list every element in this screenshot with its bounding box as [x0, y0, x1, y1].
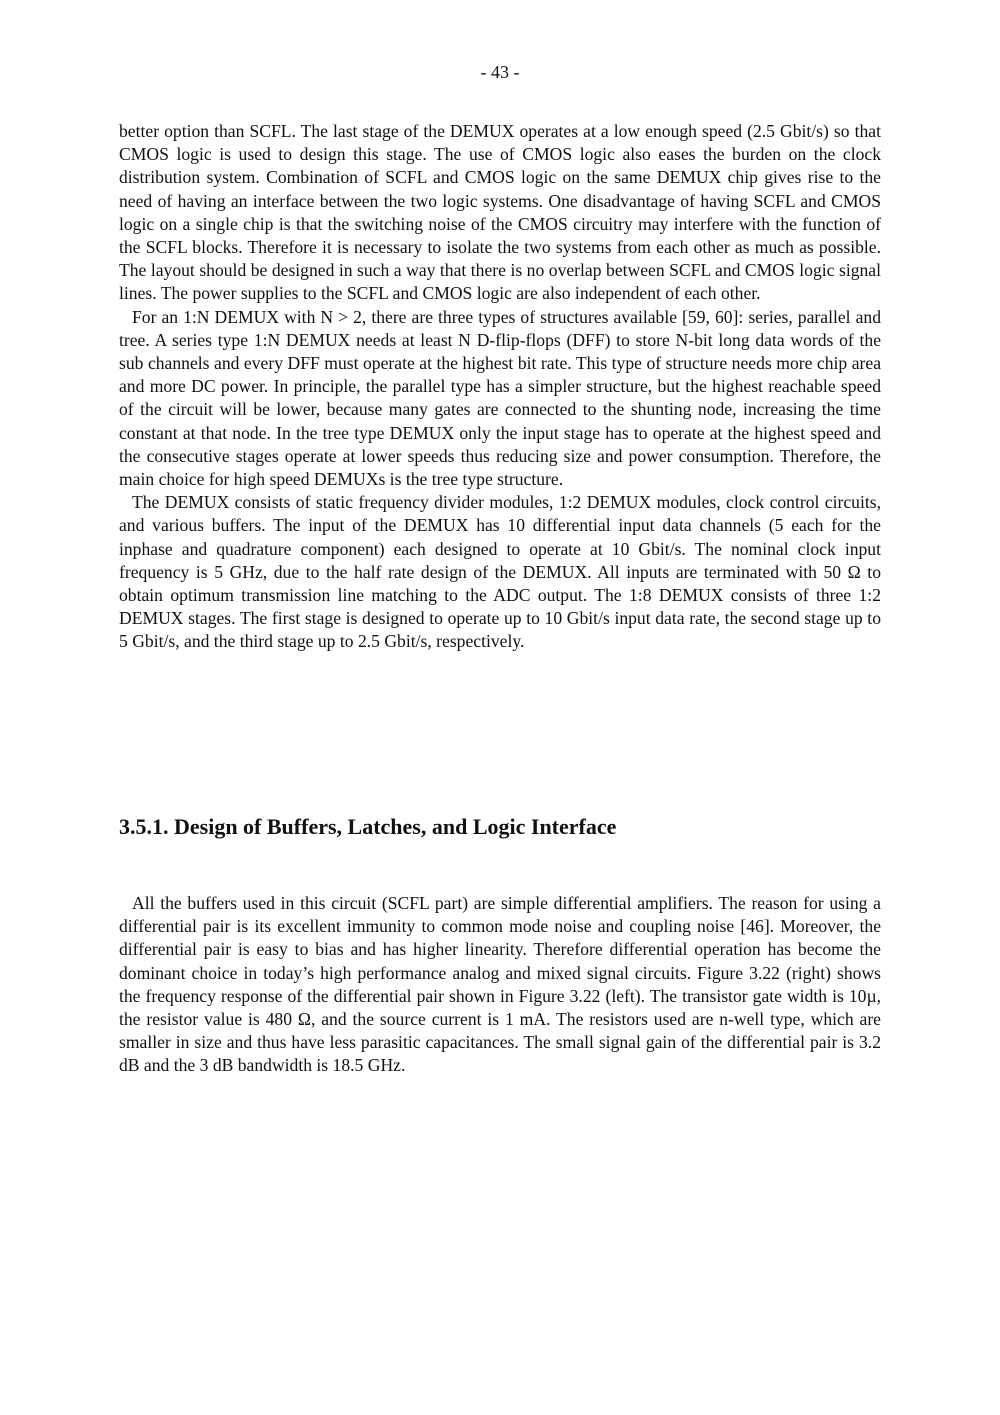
body-text-bottom	[119, 892, 881, 1078]
paragraph-continuation: better option than SCFL. The last stage of the DEMUX operates at a low enough speed (2.5 Gbit/s) so that CMOS logic is used to design this stage. The use of CMOS logic also eases the burden on the clock distribution system. Combination of SCFL and CMOS logic on the same DEMUX chip gives rise to the need of having an interface between the two logic systems. One disadvantage of having SCFL and CMOS logic on a single chip is that the switching noise of the CMOS circuitry may interfere with the function of the SCFL blocks. Therefore it is necessary to isolate the two systems from each other as much as possible. The layout should be designed in such a way that there is no overlap between SCFL and CMOS logic signal lines. The power supplies to the SCFL and CMOS logic are also independent of each other.	[119, 121, 881, 304]
paragraph-buffers: All the buffers used in this circuit (SCFL part) are simple differential amplifiers. The reason for using a differential pair is its excellent immunity to common mode noise and coupling noise [46]. Moreover, the differential pair is easy to bias and has higher linearity. Therefore differential operation has become the dominant choice in today’s high performance analog and mixed signal circuits. Figure 3.22 (right) shows the frequency response of the differential pair shown in Figure 3.22 (left). The transistor gate width is 10µ, the resistor value is 480 Ω, and the source current is 1 mA. The resistors used are n-well type, which are smaller in size and thus have less parasitic capacitances. The small signal gain of the differential pair is 3.2 dB and the 3 dB bandwidth is 18.5 GHz.	[119, 893, 881, 1076]
section-heading: 3.5.1. Design of Buffers, Latches, and Logic Interface	[119, 814, 617, 839]
paragraph-demux-modules: The DEMUX consists of static frequency divider modules, 1:2 DEMUX modules, clock control circuits, and various buffers. The input of the DEMUX has 10 differential input data channels (5 each for the inphase and quadrature component) each designed to operate at 10 Gbit/s. The nominal clock input frequency is 5 GHz, due to the half rate design of the DEMUX. All inputs are terminated with 50 Ω to obtain optimum transmission line matching to the ADC output. The 1:8 DEMUX consists of three 1:2 DEMUX stages. The first stage is designed to operate up to 10 Gbit/s input data rate, the second stage up to 5 Gbit/s, and the third stage up to 2.5 Gbit/s, respectively.	[119, 492, 881, 652]
paragraph-demux-structures: For an 1:N DEMUX with N > 2, there are three types of structures available [59, 60]: series, parallel and tree. A series type 1:N DEMUX needs at least N D-flip-flops (DFF) to store N-bit long data words of the sub channels and every DFF must operate at the highest bit rate. This type of structure needs more chip area and more DC power. In principle, the parallel type has a simpler structure, but the highest reachable speed of the circuit will be lower, because many gates are connected to the shunting node, increasing the time constant at that node. In the tree type DEMUX only the input stage has to operate at the highest speed and the consecutive stages operate at lower speeds thus reducing size and power consumption. Therefore, the main choice for high speed DEMUXs is the tree type structure.	[119, 306, 881, 490]
page-number: - 43 -	[480, 62, 520, 82]
body-text-top	[119, 120, 881, 654]
